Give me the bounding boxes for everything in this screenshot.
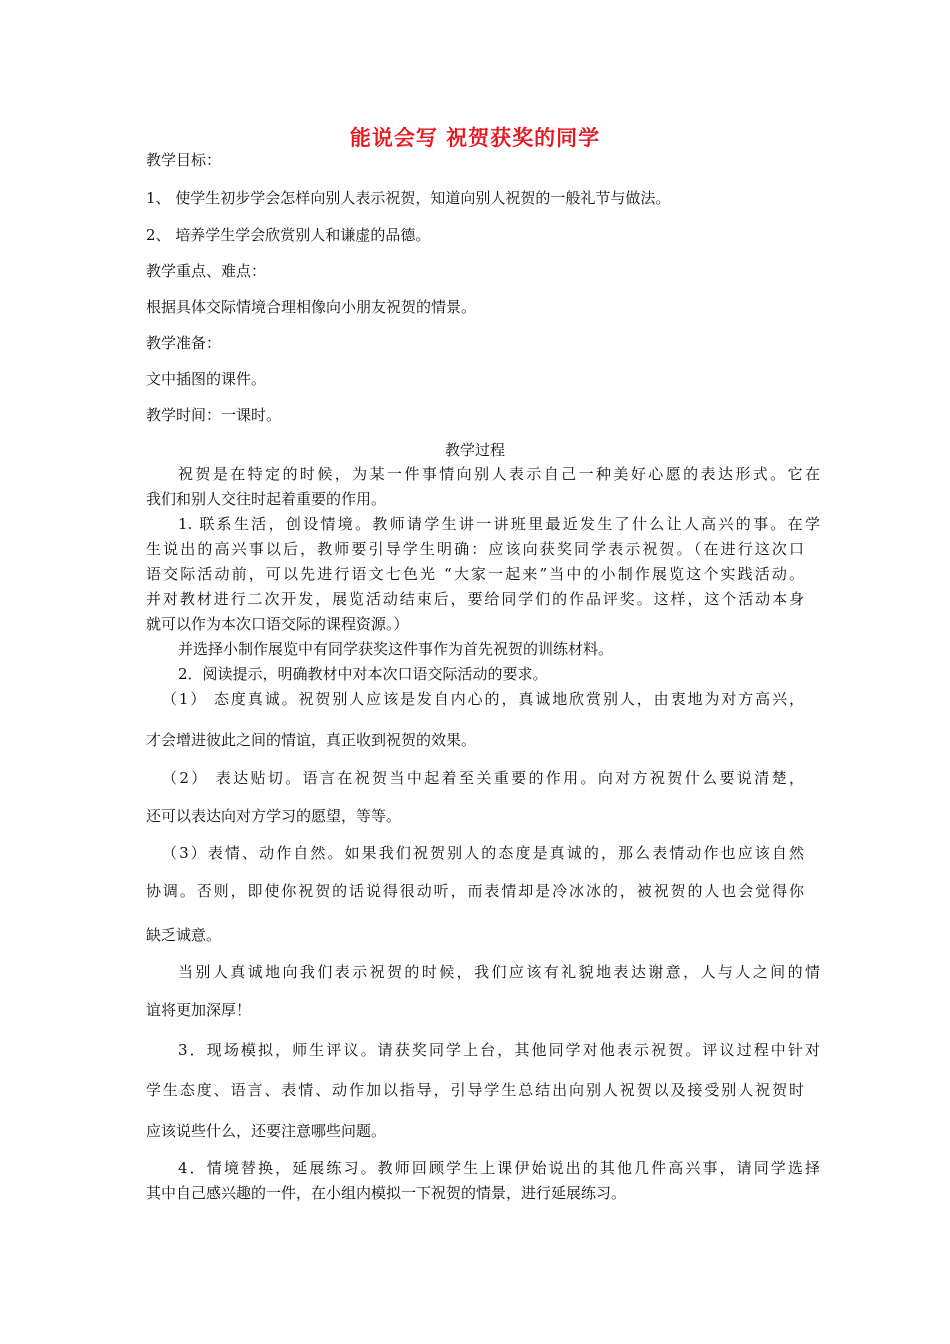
objective-item: 2、 培养学生学会欣赏别人和谦虚的品德。 [146,226,431,244]
keypoints-text: 根据具体交际情境合理相像向小朋友祝贺的情景。 [146,298,477,316]
body-line: 并选择小制作展览中有同学获奖这件事作为首先祝贺的训练材料。 [178,640,614,658]
body-line: 谊将更加深厚！ [146,1001,252,1019]
body-line: 才会增进彼此之间的情谊，真正收到祝贺的效果。 [146,731,477,749]
body-line: 1. 联系生活，创设情境。教师请学生讲一讲班里最近发生了什么让人高兴的事。在学 [178,515,820,533]
body-line: 学生态度、语言、表情、动作加以指导，引导学生总结出向别人祝贺以及接受别人祝贺时 [146,1081,804,1099]
body-line: 应该说些什么，还要注意哪些问题。 [146,1122,387,1140]
body-line: 还可以表达向对方学习的愿望，等等。 [146,807,402,825]
prep-heading: 教学准备： [146,334,222,352]
body-line: 就可以作为本次口语交际的课程资源。） [146,615,409,633]
body-line: 3．现场模拟，师生评议。请获奖同学上台，其他同学对他表示祝贺。评议过程中针对 [178,1041,820,1059]
body-line: 其中自己感兴趣的一件，在小组内模拟一下祝贺的情景，进行延展练习。 [146,1184,627,1202]
objective-item: 1、 使学生初步学会怎样向别人表示祝贺，知道向别人祝贺的一般礼节与做法。 [146,189,671,207]
body-line: （3）表情、动作自然。如果我们祝贺别人的态度是真诚的，那么表情动作也应该自然 [162,844,804,862]
process-heading: 教学过程 [444,441,505,459]
prep-text: 文中插图的课件。 [146,370,267,388]
body-line: 生说出的高兴事以后，教师要引导学生明确：应该向获奖同学表示祝贺。（在进行这次口 [146,540,804,558]
body-line: 4．情境替换，延展练习。教师回顾学生上课伊始说出的其他几件高兴事，请同学选择 [178,1159,820,1177]
body-line: 2．阅读提示，明确教材中对本次口语交际活动的要求。 [178,665,548,683]
body-line: 我们和别人交往时起着重要的作用。 [146,490,387,508]
body-line: 当别人真诚地向我们表示祝贺的时候，我们应该有礼貌地表达谢意，人与人之间的情 [178,963,820,981]
document-title: 能说会写 祝贺获奖的同学 [349,126,601,150]
objectives-heading: 教学目标： [146,151,222,169]
body-line: 语交际活动前，可以先进行语文七色光 “大家一起来”当中的小制作展览这个实践活动。 [146,565,804,583]
body-line: 并对教材进行二次开发，展览活动结束后，要给同学们的作品评奖。这样，这个活动本身 [146,590,804,608]
body-line: 祝贺是在特定的时候，为某一件事情向别人表示自己一种美好心愿的表达形式。它在 [178,465,820,483]
body-line: 协调。否则，即使你祝贺的话说得很动听，而表情却是冷冰冰的，被祝贺的人也会觉得你 [146,882,804,900]
time-text: 教学时间：一课时。 [146,406,282,424]
body-line: （2） 表达贴切。语言在祝贺当中起着至关重要的作用。向对方祝贺什么要说清楚， [162,769,804,787]
keypoints-heading: 教学重点、难点： [146,262,267,280]
body-line: （1） 态度真诚。祝贺别人应该是发自内心的，真诚地欣赏别人，由衷地为对方高兴， [162,690,804,708]
body-line: 缺乏诚意。 [146,926,222,944]
